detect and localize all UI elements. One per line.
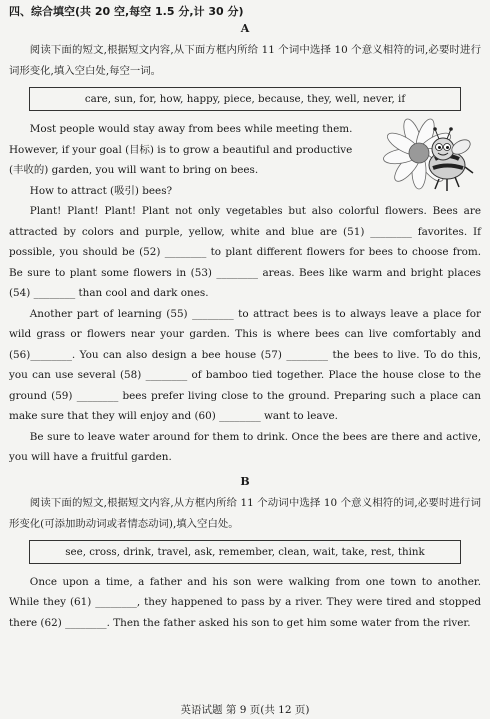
part-a-para-2: How to attract (吸引) bees?	[29, 184, 173, 197]
part-a-instruction: 阅读下面的短文,根据短文内容,从下面方框内所给 11 个词中选择 10 个意义相符的词,必要时进行词形变化,填入空白处,每空一词。	[9, 44, 481, 77]
page-footer: 英语试题 第 9 页(共 12 页)	[180, 703, 310, 716]
daisy-center	[409, 143, 429, 163]
part-a-para-3: Plant! Plant! Plant! Plant not only vegetables but also colorful flowers. Bees are attracted by colors and purple, yellow, white and blue are (51) ________ favorites. If possible, you should be (52) ________ to plant different flowers for bees to choose from. Be sure to plant some flowers in (53) ________ areas. Bees like warm and bright places (54) ________ than cool and dark ones.	[9, 205, 481, 299]
part-a-para-4: Another part of learning (55) ________ to attract bees is to always leave a place for wild grass or flowers near your garden. This is where bees can live comfortably and (56)________. You can also design a bee house (57) ________ the bees to live. To do this, you can use several (58) ________ of bamboo tied together. Place the house close to the ground (59) ________ bees prefer living close to the ground. Preparing such a place can make sure that they will enjoy and (60) ________ want to leave.	[9, 307, 481, 422]
part-a-para-5: Be sure to leave water around for them to drink. Once the bees are there and active, you will have a fruitful garden.	[9, 430, 481, 463]
bee-flower-illustration	[375, 113, 479, 205]
part-b-letter: B	[240, 474, 250, 488]
part-a-para-1-line-3: (丰收的) garden, you will want to bring on bees.	[9, 164, 259, 176]
part-a-letter: A	[240, 22, 250, 35]
part-b-instruction: 阅读下面的短文,根据短文内容,从方框内所给 11 个动词中选择 10 个意义相符的词,必要时进行词形变化(可添加助动词或者情态动词),填入空白处。	[9, 496, 481, 530]
section-title: 四、综合填空(共 20 空,每空 1.5 分,计 30 分)	[9, 5, 244, 18]
part-a-para-1-line-2: However, if your goal (目标) is to grow a beautiful and productive	[9, 143, 353, 156]
part-a-word-box: care, sun, for, how, happy, piece, because, they, well, never, if	[29, 87, 461, 111]
part-a-para-1-line-1: Most people would stay away from bees while meeting them.	[29, 123, 353, 135]
part-b-word-box: see, cross, drink, travel, ask, remember, clean, wait, take, rest, think	[29, 540, 461, 564]
part-b-para-1: Once upon a time, a father and his son were walking from one town to another. While they (61) ________, they happened to pass by a river. They were tired and stopped there (62) ________. Then the father asked his son to get him some water from the river.	[9, 575, 481, 629]
part-a-passage	[9, 119, 481, 468]
